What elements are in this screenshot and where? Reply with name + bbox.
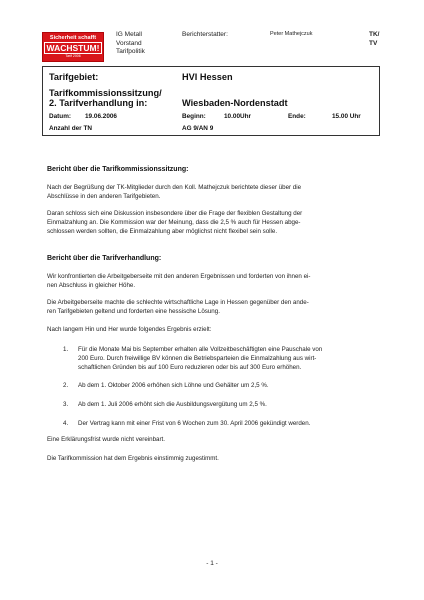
text-line: Abschlüsse in den anderen Tarifgebieten.: [47, 192, 161, 200]
section1-paragraph-2: [47, 210, 383, 236]
section2-paragraph-2: [47, 299, 383, 317]
section1-heading: Bericht über die Tarifkommissionssitzung:: [47, 166, 189, 173]
text-line: Nach der Begrüßung der TK-Mitglieder durch den Koll. Mathejczuk berichtete dieser über die: [47, 184, 302, 191]
text-line: 200 Euro. Durch freiwillige BV können die Betriebsparteien die Einmalzahlung aus wirt-: [78, 354, 317, 362]
text-line: schaftlichen Gründen bis auf 100 Euro reduzieren oder bis auf 300 Euro erhöhen.: [78, 363, 302, 371]
text-line: schlossen werden sollten, die Einmalzahlung aber möglichst nicht flexibel sein solle.: [47, 227, 278, 235]
text-line: Der Vertrag kann mit einer Frist von 6 Wochen zum 30. April 2006 gekündigt werden.: [78, 420, 311, 427]
info-box: [42, 66, 380, 136]
text-line: Für die Monate Mai bis September erhalten alle Vollzeitbeschäftigten eine Pauschale von: [78, 346, 323, 353]
reporter-label: Berichterstatter:: [182, 31, 228, 38]
logo-line3: Tarif 2006: [65, 54, 81, 58]
list-number: 3.: [63, 401, 69, 408]
org-line: Vorstand: [116, 39, 142, 47]
org-line: Tarifpolitik: [116, 48, 145, 55]
text-line: Wir konfrontierten die Arbeitgeberseite mit den anderen Ergebnissen und forderten von ihnen ei-: [47, 273, 311, 280]
section2-paragraph-5: [47, 455, 383, 464]
logo: [42, 32, 104, 62]
ende-label: Ende:: [288, 113, 306, 120]
org-line: IG Metall: [116, 31, 143, 38]
text-line: Die Tarifkommission hat dem Ergebnis einstimmig zugestimmt.: [47, 455, 219, 462]
page-number: - 1 -: [206, 560, 218, 567]
sitzung-label-2: 2. Tarifverhandlung in:: [49, 98, 148, 108]
list-number: 1.: [63, 346, 69, 353]
code-line: TK/: [369, 31, 380, 38]
section2-paragraph-4: [47, 436, 383, 445]
ende-value: 15.00 Uhr: [332, 113, 361, 120]
text-line: Ab dem 1. Oktober 2006 erhöhen sich Löhne und Gehälter um 2,5 %.: [78, 382, 269, 389]
text-line: Nach langem Hin und Her wurde folgendes Ergebnis erzielt:: [47, 326, 212, 333]
text-line: Einmalzahlung an. Die Kommission war der Meinung, dass die 2,5 % auch für Hessen abge-: [47, 218, 301, 226]
section1-paragraph-1: [47, 184, 383, 202]
list-item: [78, 382, 388, 391]
ag-value: AG 9/AN 9: [182, 125, 214, 132]
text-line: nen Abschluss in gleicher Höhe.: [47, 281, 136, 289]
section2-paragraph-1: [47, 273, 383, 291]
tarifgebiet-label: Tarifgebiet:: [49, 72, 99, 82]
list-item: [78, 401, 388, 410]
sitzung-value: Wiesbaden-Nordenstadt: [182, 98, 288, 108]
list-number: 2.: [63, 382, 69, 389]
list-item: [78, 346, 388, 372]
text-line: Die Arbeitgeberseite machte die schlechte wirtschaftliche Lage in Hessen gegenüber den ande-: [47, 299, 309, 306]
beginn-label: Beginn:: [182, 113, 206, 120]
logo-line2: WACHSTUM!: [44, 42, 103, 54]
text-line: Daran schloss sich eine Diskussion insbesondere über die Frage der flexiblen Gestaltung der: [47, 210, 303, 217]
code-line: TV: [369, 39, 378, 47]
text-line: ren Tarifgebieten geltend und forderten eine hessische Lösung.: [47, 307, 220, 315]
text-line: Eine Erklärungsfrist wurde nicht vereinbart.: [47, 436, 165, 443]
list-number: 4.: [63, 420, 69, 427]
document-code: [369, 31, 379, 48]
datum-label: Datum:: [49, 113, 72, 120]
reporter-name: Peter Mathejczuk: [270, 31, 313, 37]
sitzung-label-1: Tarifkommissionssitzung/: [49, 88, 162, 98]
section2-paragraph-3: [47, 326, 383, 335]
tarifgebiet-value: HVI Hessen: [182, 72, 233, 82]
organisation: [116, 31, 145, 57]
anzahl-label: Anzahl der TN: [49, 125, 92, 132]
logo-line1: Sicherheit schafft: [49, 35, 97, 41]
datum-value: 19.06.2006: [85, 113, 117, 120]
list-item: [78, 420, 388, 429]
section2-heading: Bericht über die Tarifverhandlung:: [47, 255, 162, 262]
text-line: Ab dem 1. Juli 2006 erhöht sich die Ausbildungsvergütung um 2,5 %.: [78, 401, 267, 408]
beginn-value: 10.00Uhr: [224, 113, 251, 120]
